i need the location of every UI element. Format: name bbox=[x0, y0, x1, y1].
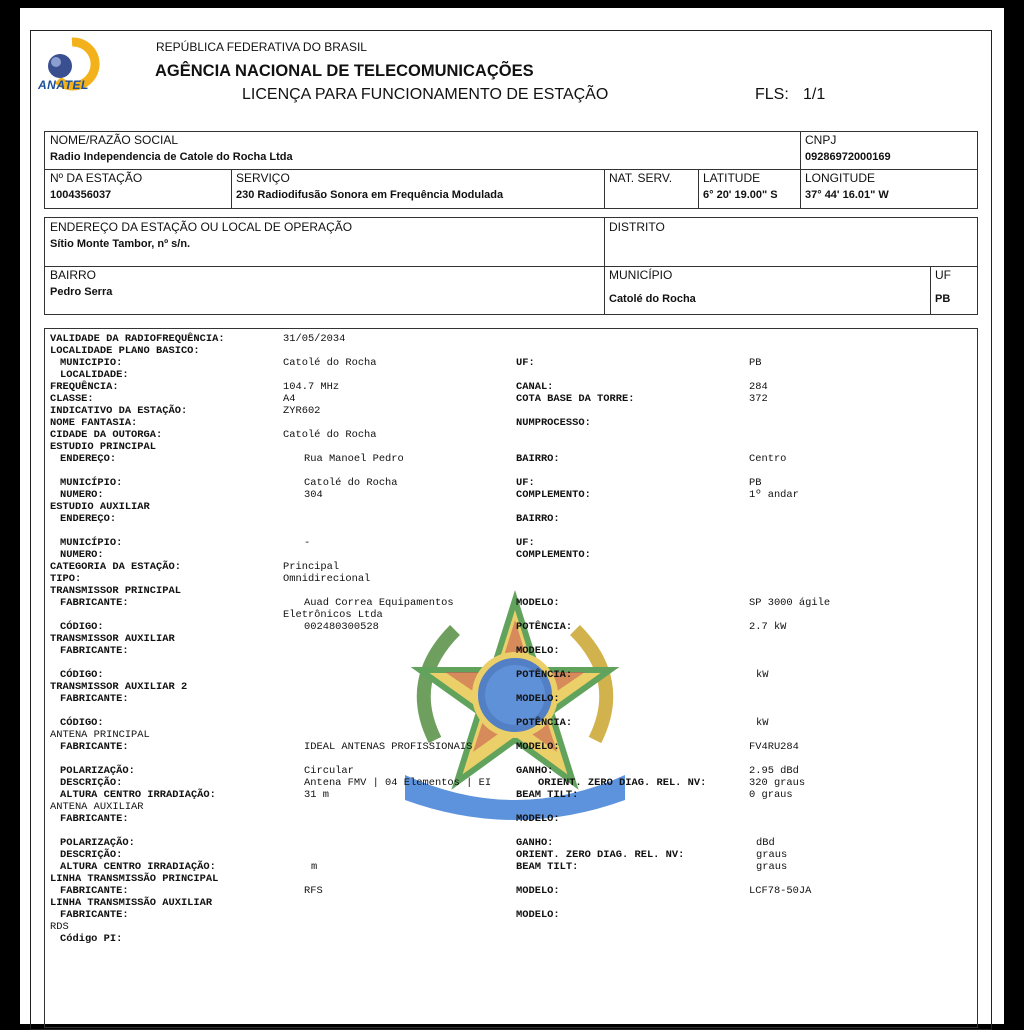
detail-label: ANTENA AUXILIAR bbox=[50, 801, 144, 813]
detail-label: FABRICANTE: bbox=[60, 813, 129, 825]
detail-label: FABRICANTE: bbox=[60, 909, 129, 921]
document-title: LICENÇA PARA FUNCIONAMENTO DE ESTAÇÃO bbox=[242, 86, 609, 103]
detail-label-right: COMPLEMENTO: bbox=[516, 549, 591, 561]
nome-label: NOME/RAZÃO SOCIAL bbox=[50, 133, 179, 147]
detail-label-right: UF: bbox=[516, 357, 535, 369]
detail-value-right: 2.95 dBd bbox=[749, 765, 799, 777]
detail-label: TRANSMISSOR AUXILIAR 2 bbox=[50, 681, 188, 693]
divider bbox=[44, 169, 978, 170]
detail-label: ALTURA CENTRO IRRADIAÇÃO: bbox=[60, 789, 216, 801]
detail-label-right: BEAM TILT: bbox=[516, 789, 579, 801]
divider bbox=[604, 217, 605, 315]
detail-value: IDEAL ANTENAS PROFISSIONAIS bbox=[304, 741, 473, 753]
detail-value: Catolé do Rocha bbox=[304, 477, 398, 489]
detail-value: Antena FMV | 04 Elementos | EI bbox=[304, 777, 492, 789]
detail-value: Circular bbox=[304, 765, 354, 777]
detail-label-right: COTA BASE DA TORRE: bbox=[516, 393, 635, 405]
detail-value-right: PB bbox=[749, 477, 762, 489]
detail-value: Auad Correa Equipamentos bbox=[304, 597, 454, 609]
brazil-coat-of-arms-watermark-icon bbox=[395, 590, 635, 840]
detail-label-right: MODELO: bbox=[516, 645, 560, 657]
detail-label: ENDEREÇO: bbox=[60, 453, 117, 465]
detail-value-right: SP 3000 ágile bbox=[749, 597, 831, 609]
detail-value: Omnidirecional bbox=[283, 573, 371, 585]
detail-label-right: MODELO: bbox=[516, 597, 560, 609]
detail-label: CÓDIGO: bbox=[60, 669, 104, 681]
detail-value: A4 bbox=[283, 393, 296, 405]
detail-label-right: GANHO: bbox=[516, 837, 554, 849]
detail-label: FREQUÊNCIA: bbox=[50, 381, 119, 393]
estacao-value: 1004356037 bbox=[50, 189, 112, 201]
uf-label: UF bbox=[935, 268, 951, 282]
detail-label-right: BAIRRO: bbox=[516, 513, 560, 525]
detail-label-right: MODELO: bbox=[516, 813, 560, 825]
detail-label-right: ORIENT. ZERO DIAG. REL. NV: bbox=[538, 777, 707, 789]
distrito-label: DISTRITO bbox=[609, 220, 665, 234]
detail-value: Eletrônicos Ltda bbox=[283, 609, 383, 621]
municipio-label: MUNICÍPIO bbox=[609, 268, 673, 282]
detail-label-right: MODELO: bbox=[516, 693, 560, 705]
nome-value: Radio Independencia de Catole do Rocha Ltda bbox=[50, 151, 293, 163]
detail-label: TRANSMISSOR PRINCIPAL bbox=[50, 585, 181, 597]
detail-value-right: dBd bbox=[756, 837, 775, 849]
longitude-label: LONGITUDE bbox=[805, 171, 876, 185]
endereco-value: Sítio Monte Tambor, nº s/n. bbox=[50, 238, 191, 250]
detail-value: m bbox=[311, 861, 318, 873]
detail-label: MUNICÍPIO: bbox=[60, 537, 123, 549]
detail-label: FABRICANTE: bbox=[60, 693, 129, 705]
detail-label: LINHA TRANSMISSÃO AUXILIAR bbox=[50, 897, 213, 909]
detail-label: ENDEREÇO: bbox=[60, 513, 117, 525]
detail-label: LOCALIDADE PLANO BASICO: bbox=[50, 345, 200, 357]
detail-label-right: NUMPROCESSO: bbox=[516, 417, 591, 429]
detail-label: POLARIZAÇÃO: bbox=[60, 765, 135, 777]
detail-value: RFS bbox=[304, 885, 323, 897]
logo-text: ANATEL bbox=[38, 78, 89, 92]
detail-label: NUMERO: bbox=[60, 549, 104, 561]
detail-label: Código PI: bbox=[60, 933, 123, 945]
uf-value: PB bbox=[935, 293, 951, 305]
detail-value-right: 2.7 kW bbox=[749, 621, 787, 633]
cnpj-label: CNPJ bbox=[805, 133, 837, 147]
detail-label: ESTUDIO AUXILIAR bbox=[50, 501, 150, 513]
detail-value-right: 1º andar bbox=[749, 489, 799, 501]
detail-value: 104.7 MHz bbox=[283, 381, 340, 393]
detail-label: INDICATIVO DA ESTAÇÃO: bbox=[50, 405, 188, 417]
detail-label-right: BAIRRO: bbox=[516, 453, 560, 465]
detail-value: Rua Manoel Pedro bbox=[304, 453, 404, 465]
detail-value: ZYR602 bbox=[283, 405, 321, 417]
detail-label: CIDADE DA OUTORGA: bbox=[50, 429, 163, 441]
municipio-value: Catolé do Rocha bbox=[609, 293, 696, 305]
detail-label: LOCALIDADE: bbox=[60, 369, 129, 381]
detail-label-right: UF: bbox=[516, 537, 535, 549]
detail-label: POLARIZAÇÃO: bbox=[60, 837, 135, 849]
detail-label: FABRICANTE: bbox=[60, 885, 129, 897]
detail-value-right: 284 bbox=[749, 381, 768, 393]
servico-value: 230 Radiodifusão Sonora em Frequência Modulada bbox=[236, 189, 504, 201]
detail-label: FABRICANTE: bbox=[60, 597, 129, 609]
detail-label: CATEGORIA DA ESTAÇÃO: bbox=[50, 561, 181, 573]
cnpj-value: 09286972000169 bbox=[805, 151, 891, 163]
detail-label-right: BEAM TILT: bbox=[516, 861, 579, 873]
fls-label: FLS: bbox=[755, 86, 789, 103]
republic-heading: REPÚBLICA FEDERATIVA DO BRASIL bbox=[156, 40, 367, 54]
detail-label-right: MODELO: bbox=[516, 909, 560, 921]
detail-value: 002480300528 bbox=[304, 621, 379, 633]
nat-serv-label: NAT. SERV. bbox=[609, 171, 673, 185]
fls-value: 1/1 bbox=[803, 86, 826, 103]
estacao-label: Nº DA ESTAÇÃO bbox=[50, 171, 143, 185]
servico-label: SERVIÇO bbox=[236, 171, 290, 185]
detail-value-right: Centro bbox=[749, 453, 787, 465]
detail-label-right: POTÊNCIA: bbox=[516, 669, 573, 681]
detail-value-right: 320 graus bbox=[749, 777, 806, 789]
detail-label-right: COMPLEMENTO: bbox=[516, 489, 591, 501]
detail-value: 31 m bbox=[304, 789, 329, 801]
divider bbox=[231, 169, 232, 209]
detail-label: RDS bbox=[50, 921, 69, 933]
detail-label: ALTURA CENTRO IRRADIAÇÃO: bbox=[60, 861, 216, 873]
detail-value-right: graus bbox=[756, 849, 788, 861]
divider bbox=[930, 266, 931, 315]
detail-label-right: MODELO: bbox=[516, 885, 560, 897]
detail-label-right: CANAL: bbox=[516, 381, 554, 393]
detail-label: CLASSE: bbox=[50, 393, 94, 405]
divider bbox=[800, 131, 801, 209]
detail-label: FABRICANTE: bbox=[60, 645, 129, 657]
detail-value-right: 372 bbox=[749, 393, 768, 405]
detail-value: Principal bbox=[283, 561, 340, 573]
detail-label: VALIDADE DA RADIOFREQUÊNCIA: bbox=[50, 333, 225, 345]
detail-label-right: MODELO: bbox=[516, 741, 560, 753]
detail-value: - bbox=[304, 537, 311, 549]
detail-label-right: UF: bbox=[516, 477, 535, 489]
detail-label-right: POTÊNCIA: bbox=[516, 621, 573, 633]
detail-label: ANTENA PRINCIPAL bbox=[50, 729, 150, 741]
bairro-label: BAIRRO bbox=[50, 268, 97, 282]
detail-value-right: FV4RU284 bbox=[749, 741, 799, 753]
detail-value: 31/05/2034 bbox=[283, 333, 346, 345]
detail-value-right: 0 graus bbox=[749, 789, 793, 801]
detail-value-right: kW bbox=[756, 717, 769, 729]
detail-label: CÓDIGO: bbox=[60, 621, 104, 633]
bairro-value: Pedro Serra bbox=[50, 286, 113, 298]
detail-value-right: graus bbox=[756, 861, 788, 873]
divider bbox=[44, 266, 978, 267]
detail-value-right: LCF78-50JA bbox=[749, 885, 812, 897]
detail-label: DESCRIÇÃO: bbox=[60, 777, 123, 789]
detail-value: Catolé do Rocha bbox=[283, 357, 377, 369]
detail-label: TRANSMISSOR AUXILIAR bbox=[50, 633, 175, 645]
detail-value: Catolé do Rocha bbox=[283, 429, 377, 441]
detail-label: MUNICÍPIO: bbox=[60, 477, 123, 489]
detail-value-right: PB bbox=[749, 357, 762, 369]
detail-label: NUMERO: bbox=[60, 489, 104, 501]
detail-label: NOME FANTASIA: bbox=[50, 417, 138, 429]
longitude-value: 37° 44' 16.01" W bbox=[805, 189, 889, 201]
detail-label: LINHA TRANSMISSÃO PRINCIPAL bbox=[50, 873, 219, 885]
detail-label-right: ORIENT. ZERO DIAG. REL. NV: bbox=[516, 849, 685, 861]
detail-label: MUNICIPIO: bbox=[60, 357, 123, 369]
detail-label-right: POTÊNCIA: bbox=[516, 717, 573, 729]
detail-label: FABRICANTE: bbox=[60, 741, 129, 753]
latitude-value: 6° 20' 19.00" S bbox=[703, 189, 778, 201]
detail-value: 304 bbox=[304, 489, 323, 501]
detail-label: DESCRIÇÃO: bbox=[60, 849, 123, 861]
latitude-label: LATITUDE bbox=[703, 171, 761, 185]
detail-label: TIPO: bbox=[50, 573, 82, 585]
detail-label: ESTUDIO PRINCIPAL bbox=[50, 441, 157, 453]
endereco-label: ENDEREÇO DA ESTAÇÃO OU LOCAL DE OPERAÇÃO bbox=[50, 220, 353, 234]
detail-value-right: kW bbox=[756, 669, 769, 681]
detail-label: CÓDIGO: bbox=[60, 717, 104, 729]
divider bbox=[604, 169, 605, 209]
divider bbox=[698, 169, 699, 209]
detail-label-right: GANHO: bbox=[516, 765, 554, 777]
agency-heading: AGÊNCIA NACIONAL DE TELECOMUNICAÇÕES bbox=[155, 62, 534, 80]
